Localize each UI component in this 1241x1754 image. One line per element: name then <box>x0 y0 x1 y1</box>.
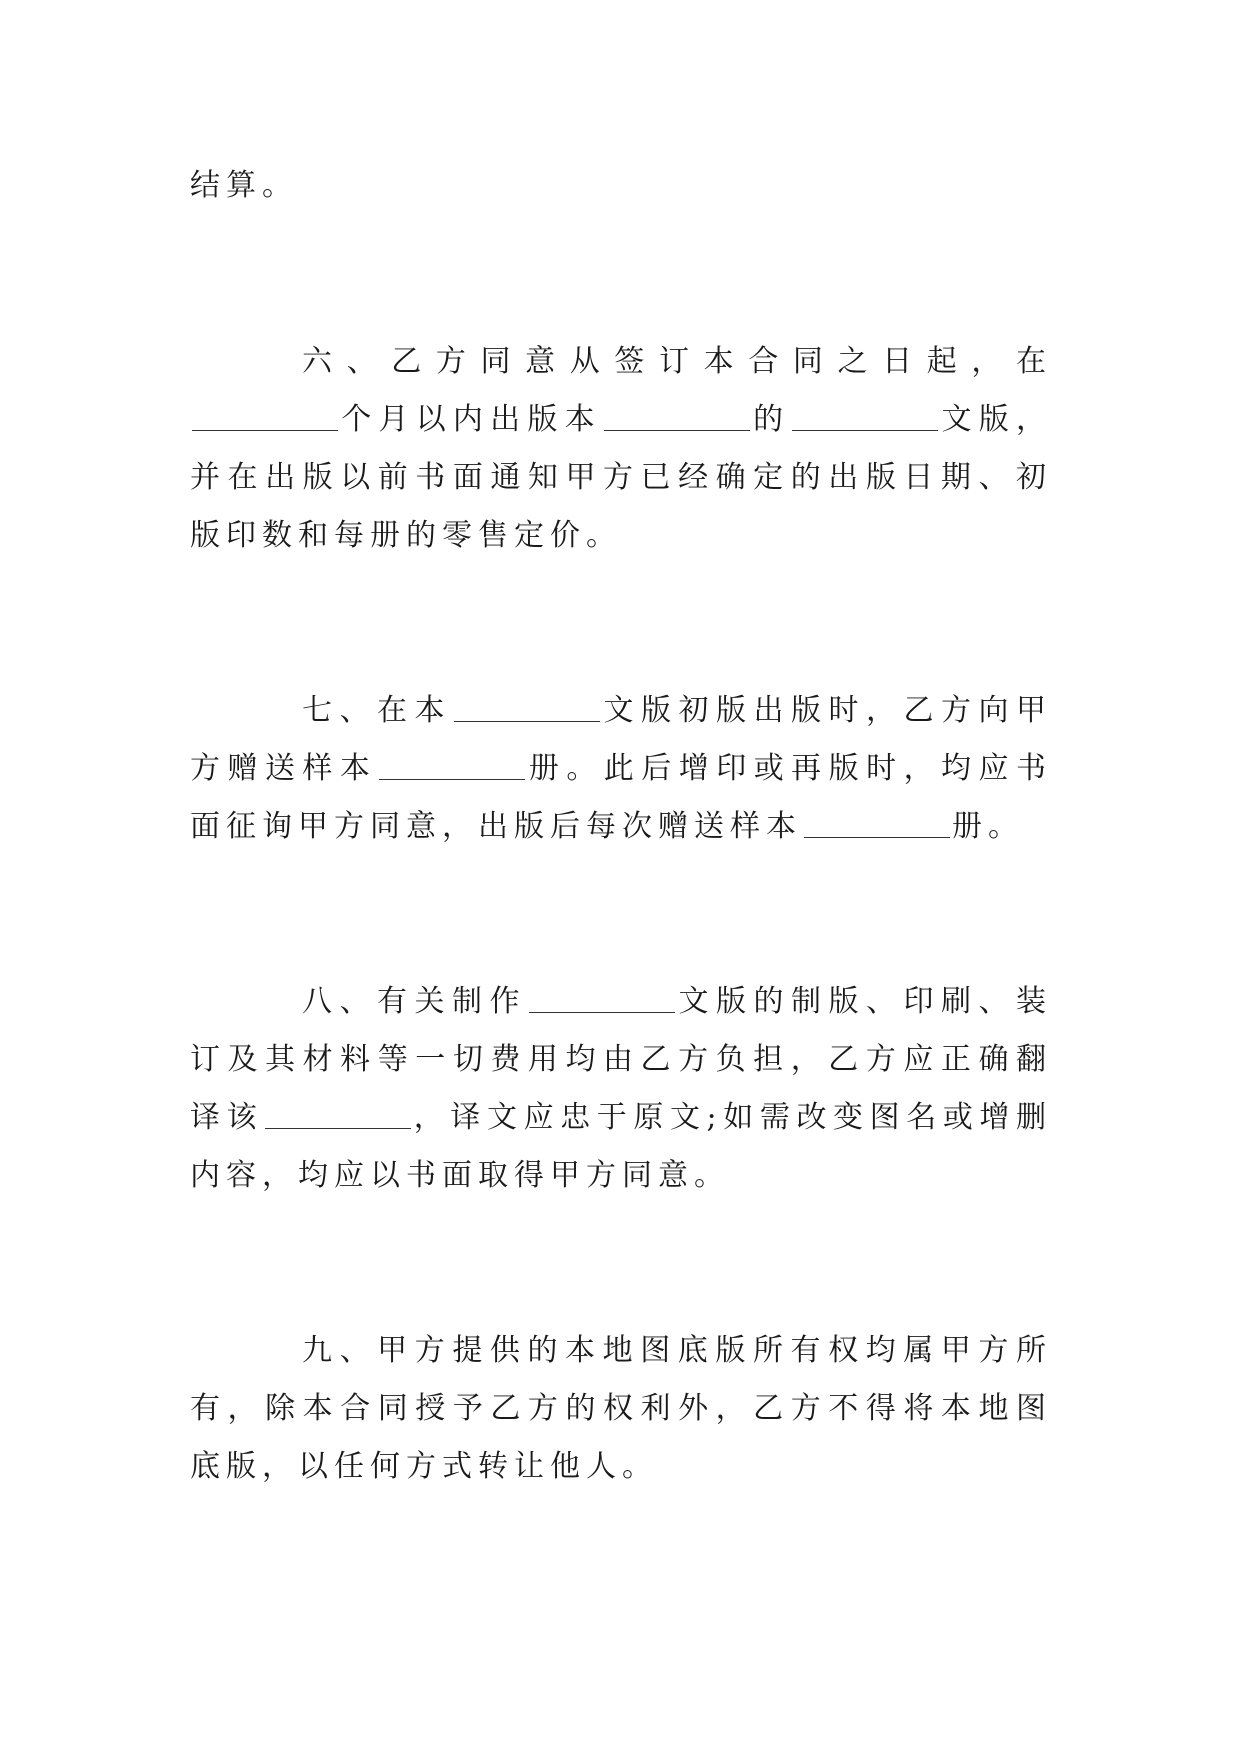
paragraph-clause-8 <box>190 973 1052 1205</box>
paragraph-text: 册。 <box>952 809 1024 844</box>
paragraph-text: 七、在本 <box>302 693 452 728</box>
paragraph-text: 九、甲方提供的本地图底版所有权均属甲方所有，除本合同授予乙方的权利外，乙方不得将本地图底版，以任何方式转让他人。 <box>190 1333 1052 1484</box>
paragraph-clause-6 <box>190 333 1052 565</box>
paragraph-text: 个月以内出版本 <box>340 402 602 437</box>
paragraph-text: 文版，并在出版以前书面通知甲方已经确定的出版日期、初版印数和每册的零售定价。 <box>190 402 1053 553</box>
paragraph-text: 册。此后增印或再版时，均应书面征询甲方同意，出版后每次赠送样本 <box>190 751 1053 844</box>
paragraph-text: 八、有关制作 <box>302 984 527 1019</box>
paragraph-text: 六、乙方同意从签订本合同之日起，在 <box>302 344 1052 379</box>
fill-in-blank <box>192 404 338 431</box>
fill-in-blank <box>529 986 675 1013</box>
paragraph-continuation <box>190 157 1052 215</box>
paragraph-text: 的 <box>751 402 791 437</box>
paragraph-text: 文版的制版、印刷、装订及其材料等一切费用均由乙方负担，乙方应正确翻译该 <box>190 984 1052 1135</box>
paragraph-clause-7 <box>190 682 1052 856</box>
fill-in-blank <box>604 404 750 431</box>
paragraph-text: 结算。 <box>190 168 298 203</box>
fill-in-blank <box>454 695 600 722</box>
fill-in-blank <box>265 1102 411 1129</box>
fill-in-blank <box>379 753 525 780</box>
paragraph-clause-9 <box>190 1322 1052 1496</box>
fill-in-blank <box>792 404 938 431</box>
paragraph-text: 文版初版出版时，乙方向甲方赠送样本 <box>190 693 1052 786</box>
paragraph-text: ，译文应忠于原文;如需改变图名或增删内容，均应以书面取得甲方同意。 <box>190 1100 1053 1193</box>
fill-in-blank <box>804 811 950 838</box>
